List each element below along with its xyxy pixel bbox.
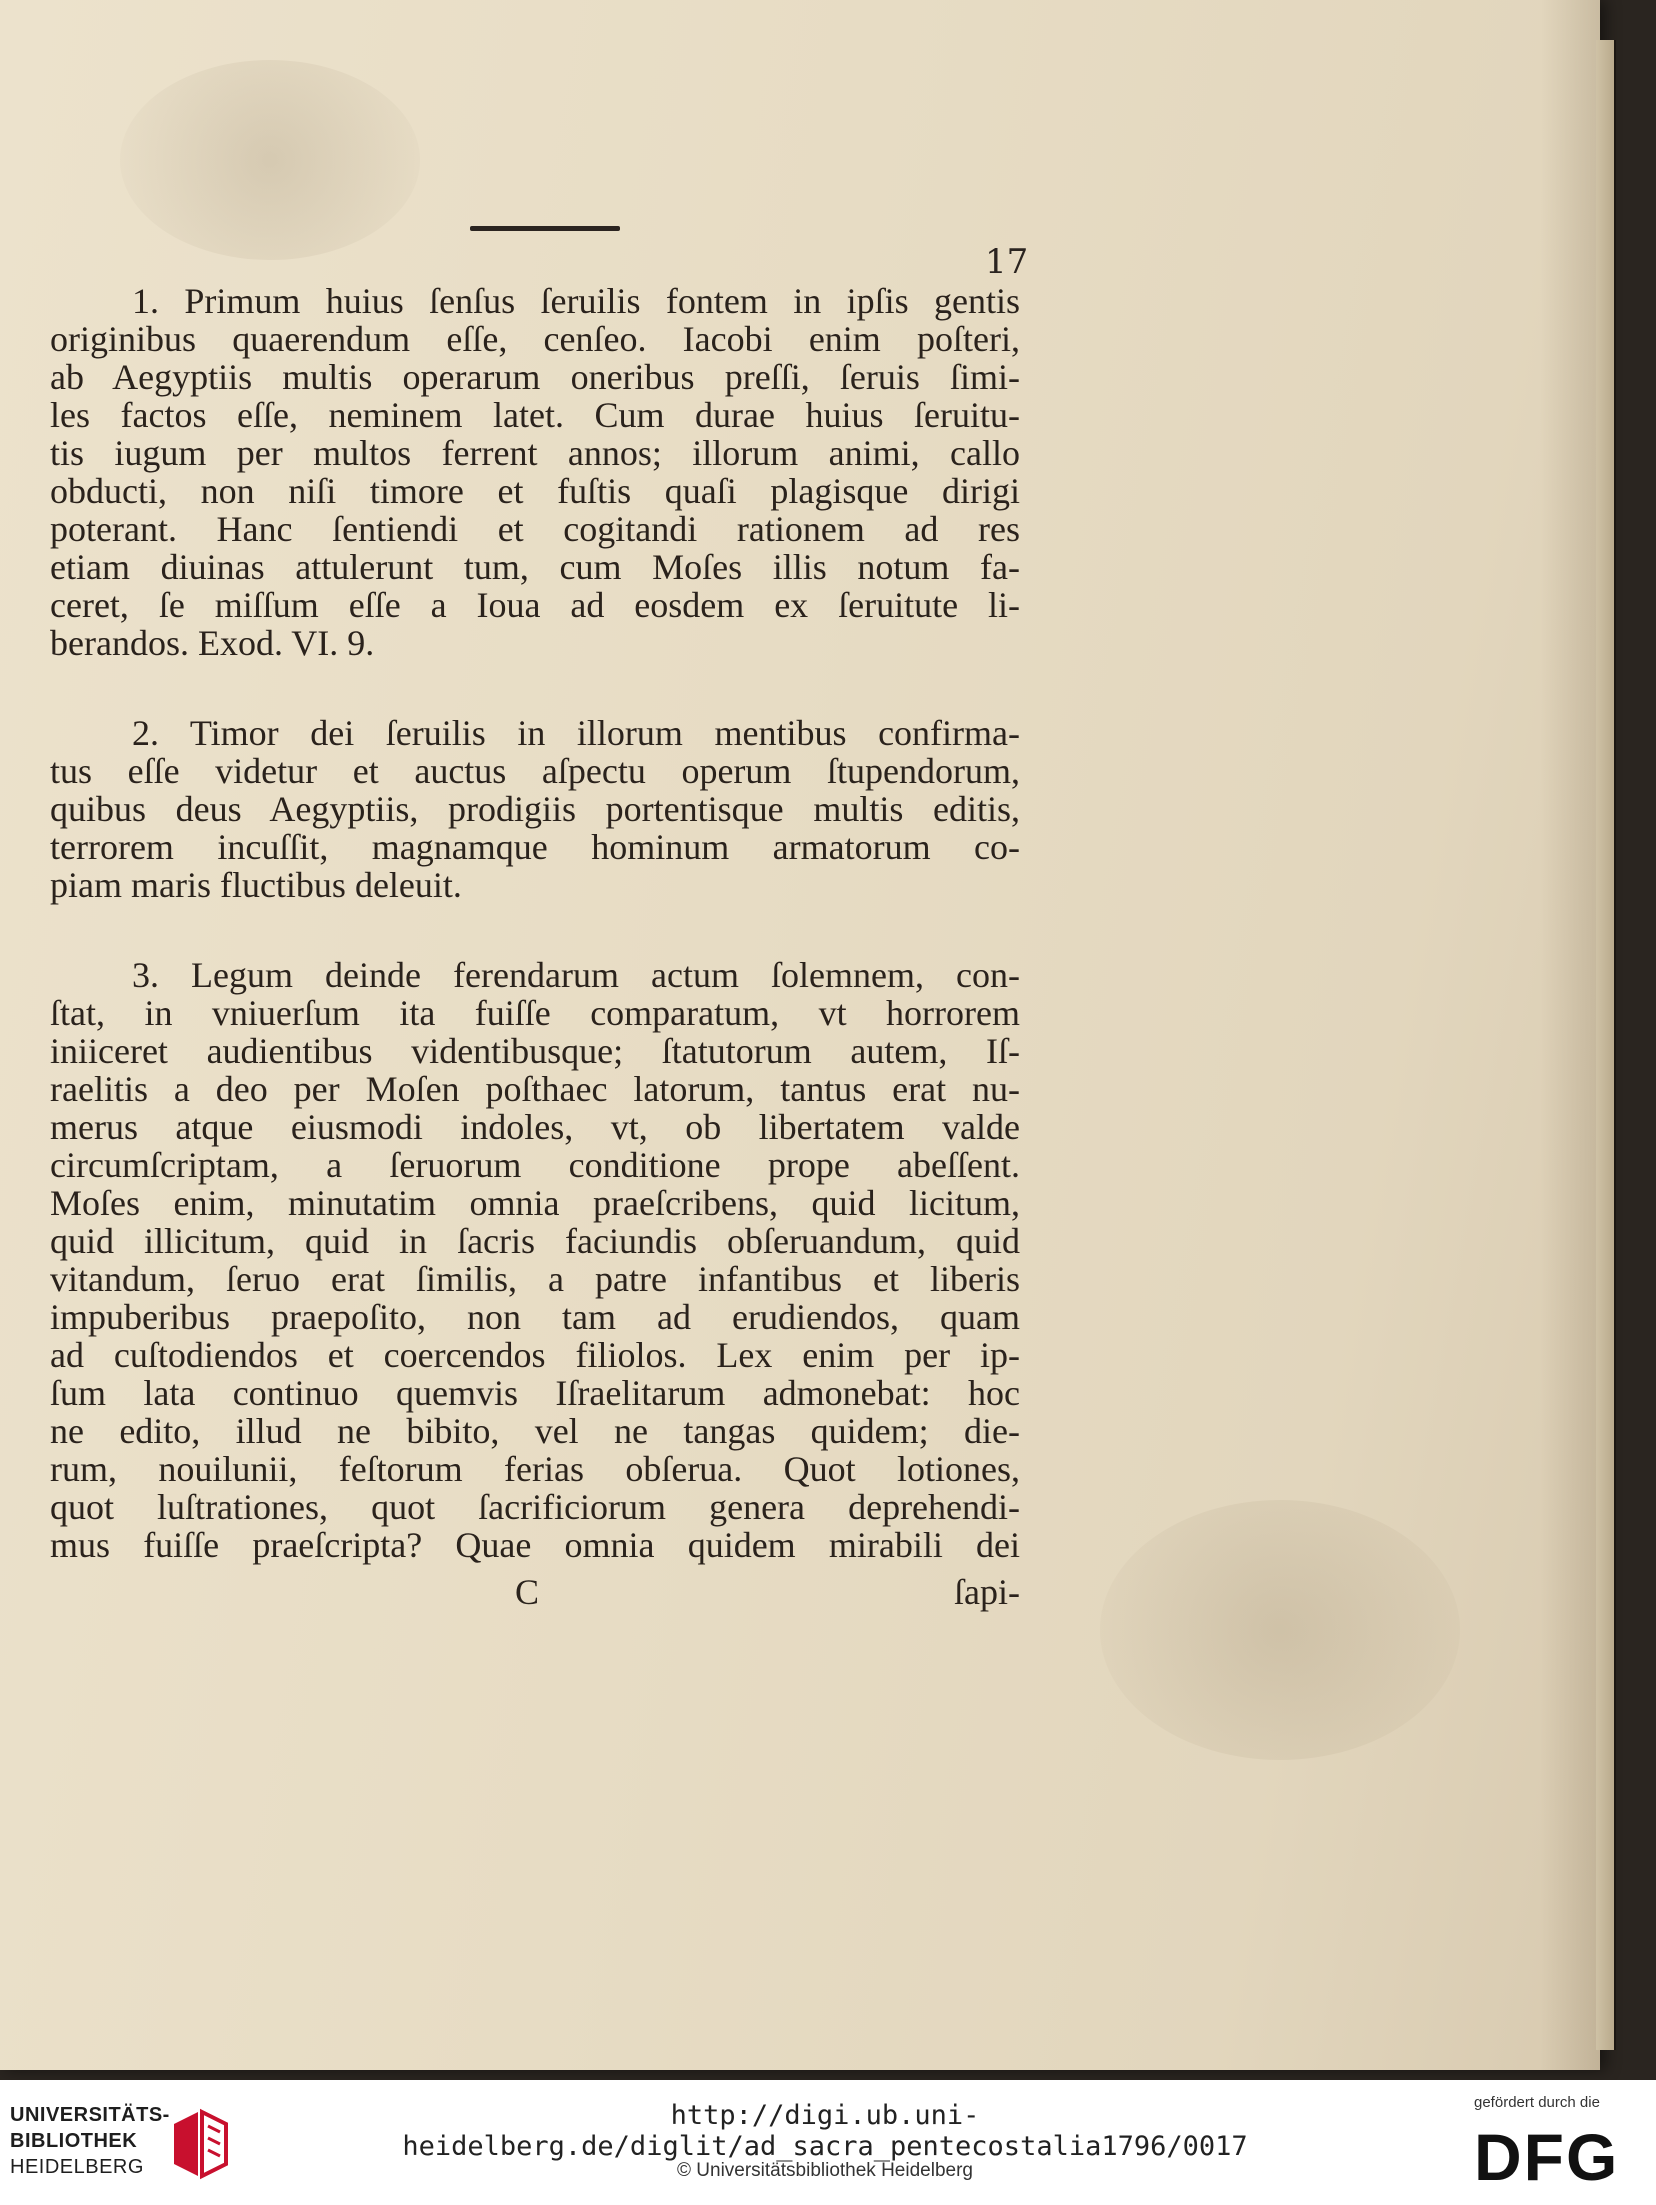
text-line: obducti, non niſi timore et fuſtis quaſi plagisque dirigi — [50, 471, 1020, 511]
library-name-line1: UNIVERSITÄTS- — [10, 2104, 170, 2126]
text-line: 3. Legum deinde ferendarum actum ſolemnem, con- — [132, 955, 1020, 995]
signature-mark: C — [515, 1572, 540, 1612]
library-emblem-icon — [168, 2106, 240, 2182]
permalink-url[interactable]: http://digi.ub.uni-heidelberg.de/diglit/ad_sacra_pentecostalia1796/0017 — [402, 2100, 1248, 2162]
text-line: ne edito, illud ne bibito, vel ne tangas quidem; die- — [50, 1411, 1020, 1451]
library-logo[interactable] — [10, 2102, 310, 2186]
text-line: vitandum, ſeruo erat ſimilis, a patre infantibus et liberis — [50, 1259, 1020, 1299]
text-line: quid illicitum, quid in ſacris faciundis obſeruandum, quid — [50, 1221, 1020, 1261]
text-line: iniiceret audientibus videntibusque; ſtatutorum autem, Iſ- — [50, 1031, 1020, 1071]
library-name-line3: HEIDELBERG — [10, 2156, 144, 2178]
text-line: originibus quaerendum eſſe, cenſeo. Iacobi enim poſteri, — [50, 319, 1020, 359]
copyright-notice: © Universitätsbibliothek Heidelberg — [677, 2160, 973, 2181]
text-line: merus atque eiusmodi indoles, vt, ob libertatem valde — [50, 1107, 1020, 1147]
text-line: ad cuſtodiendos et coercendos filiolos. Lex enim per ip- — [50, 1335, 1020, 1375]
text-line: Moſes enim, minutatim omnia praeſcribens, quid licitum, — [50, 1183, 1020, 1223]
text-line: ſum lata continuo quemvis Iſraelitarum admonebat: hoc — [50, 1373, 1020, 1413]
paragraph-3 — [50, 956, 1020, 1564]
text-line: 1. Primum huius ſenſus ſeruilis fontem in ipſis gentis — [132, 281, 1020, 321]
page-number: 17 — [985, 242, 1029, 282]
text-line: tis iugum per multos ferrent annos; illorum animi, callo — [50, 433, 1020, 473]
text-line: mus fuiſſe praeſcripta? Quae omnia quidem mirabili dei — [50, 1525, 1020, 1565]
catchword: ſapi- — [954, 1572, 1020, 1612]
text-line: raelitis a deo per Moſen poſthaec latorum, tantus erat nu- — [50, 1069, 1020, 1109]
text-line: poterant. Hanc ſentiendi et cogitandi rationem ad res — [50, 509, 1020, 549]
text-line: les factos eſſe, neminem latet. Cum durae huius ſeruitu- — [50, 395, 1020, 435]
text-line: etiam diuinas attulerunt tum, cum Moſes illis notum fa- — [50, 547, 1020, 587]
text-line: quot luſtrationes, quot ſacrificiorum genera deprehendi- — [50, 1487, 1020, 1527]
paper-stain — [1100, 1500, 1460, 1760]
library-name — [10, 2102, 170, 2180]
text-line: impuberibus praepoſito, non tam ad erudiendos, quam — [50, 1297, 1020, 1337]
dfg-logo-icon: DFG — [1474, 2120, 1620, 2194]
page-footer — [50, 1571, 1020, 1611]
funder-logo[interactable] — [1466, 2094, 1646, 2194]
text-line: tus eſſe videtur et auctus aſpectu operum ſtupendorum, — [50, 751, 1020, 791]
body-text — [50, 282, 1020, 1616]
text-line: circumſcriptam, a ſeruorum conditione prope abeſſent. — [50, 1145, 1020, 1185]
viewer-footer — [0, 2080, 1656, 2205]
text-line: piam maris fluctibus deleuit. — [50, 865, 462, 905]
text-line: ceret, ſe miſſum eſſe a Ioua ad eosdem ex ſeruitute li- — [50, 585, 1020, 625]
funding-caption: gefördert durch die — [1474, 2094, 1600, 2111]
text-line: 2. Timor dei ſeruilis in illorum mentibus confirma- — [132, 713, 1020, 753]
paragraph-1 — [50, 282, 1020, 662]
header-rule — [470, 226, 620, 231]
library-name-line2: BIBLIOTHEK — [10, 2130, 138, 2152]
text-line: ſtat, in vniuerſum ita fuiſſe comparatum, vt horrorem — [50, 993, 1020, 1033]
text-line: berandos. Exod. VI. 9. — [50, 623, 375, 663]
text-line: terrorem incuſſit, magnamque hominum armatorum co- — [50, 827, 1020, 867]
page-edge — [1596, 40, 1616, 2050]
text-line: quibus deus Aegyptiis, prodigiis portentisque multis editis, — [50, 789, 1020, 829]
text-line: ab Aegyptiis multis operarum oneribus preſſi, ſeruis ſimi- — [50, 357, 1020, 397]
text-line: rum, nouilunii, feſtorum ferias obſerua. Quot lotiones, — [50, 1449, 1020, 1489]
paper-stain — [120, 60, 420, 260]
paragraph-2 — [50, 714, 1020, 904]
